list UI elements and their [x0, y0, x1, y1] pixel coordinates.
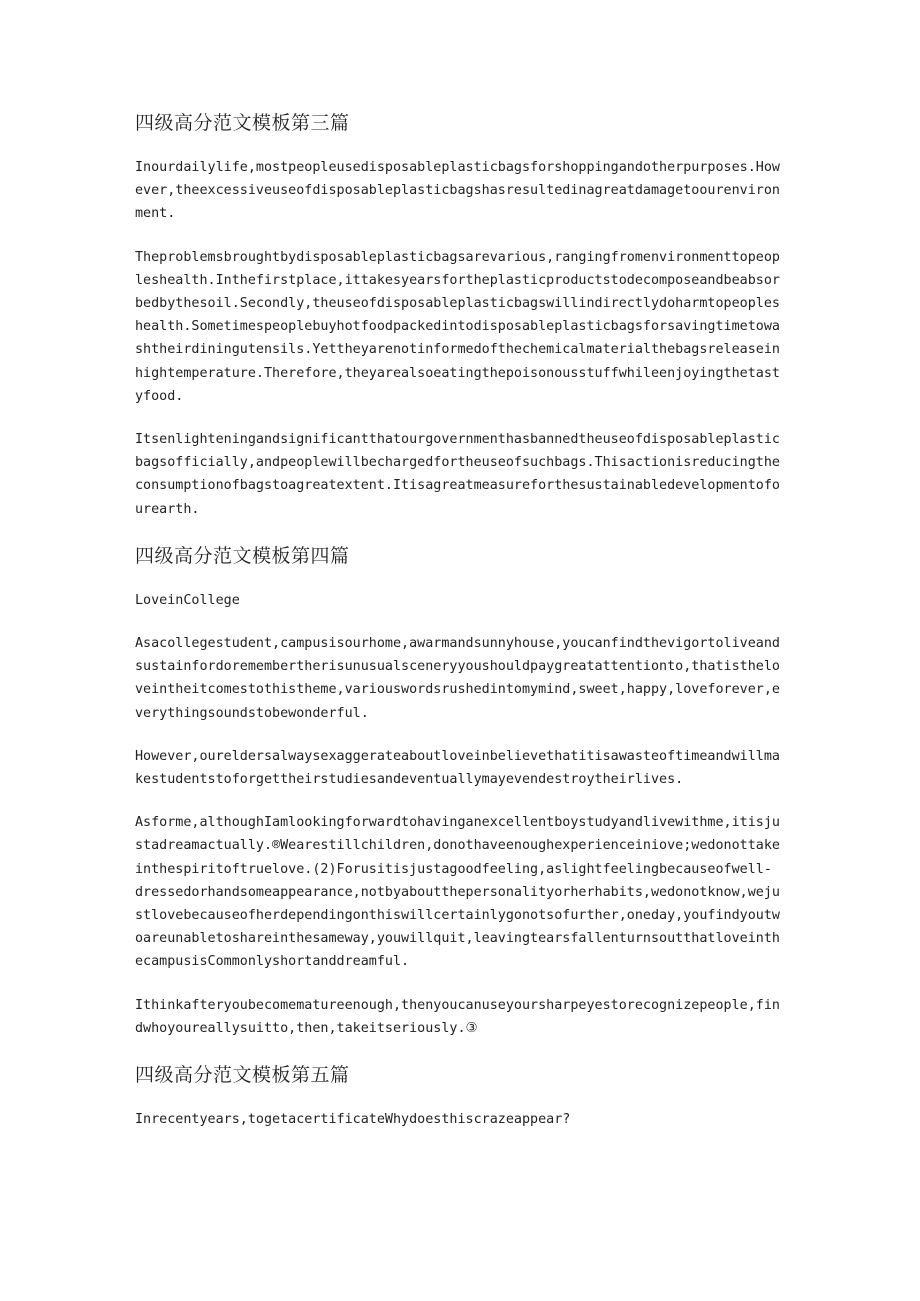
document-page [135, 108, 783, 1151]
section-heading: 四级高分范文模板第五篇 [135, 1064, 350, 1087]
section-heading: 四级高分范文模板第四篇 [135, 544, 350, 567]
paragraph: Itsenlighteningandsignificantthatourgovernmenthasbannedtheuseofdisposableplasticbagsofficially,andpeoplewillbechargedfortheuseofsuchbags.Thisactionisreducingtheconsumptionofbagstoagreatextent.Itisagreatmeasureforthesustainabledevelopmentofourearth. [135, 432, 780, 517]
paragraph: Asacollegestudent,campusisourhome,awarmandsunnyhouse,youcanfindthevigortoliveandsustainfordoremembertherisunusualsceneryyoushouldpaygreatattentionto,thatistheloveintheitcomestothistheme,variouswordsrushedintomymind,sweet,happy,loveforever,everythingsoundstobewonderful. [135, 636, 780, 721]
paragraph: Theproblemsbroughtbydisposableplasticbagsarevarious,rangingfromenvironmenttopeopleshealth.Inthefirstplace,ittakesyearsfortheplasticproductstodecomposeandbeabsorbedbythesoil.Secondly,theuseofdisposableplasticbagswillindirectlydoharmtopeopleshealth.Sometimespeoplebuyhotfoodpackedintodisposableplasticbagsforsavingtimetowashtheirdiningutensils.Yettheyarenotinformedofthechemicalmaterialthebagsreleaseinhightemperature.Therefore,theyarealsoeatingthepoisonousstuffwhileenjoyingthetastyfood. [135, 249, 780, 404]
paragraph: dressedorhandsomeappearance,notbyaboutthepersonalityorherhabits,wedonotknow,wejustlovebecauseofherdependingonthiswillcertainlygonotsofurther,oneday,youfindyoutwoareunabletoshareinthesameway,youwillquit,leavingtearsfallenturnsoutthatloveinthecampusisCommonlyshortanddreamful. [135, 884, 780, 970]
paragraph: Inourdailylife,mostpeopleusedisposableplasticbagsforshoppingandotherpurposes.However,theexcessiveuseofdisposableplasticbagshasresultedinagreatdamagetoourenvironment. [135, 160, 780, 222]
paragraph: Ithinkafteryoubecomematureenough,thenyoucanuseyoursharpeyestorecognizepeople,findwhoyoureallysuitto,then,takeitseriously.③ [135, 997, 780, 1036]
essay-title: LoveinCollege [135, 592, 240, 608]
section-heading: 四级高分范文模板第三篇 [135, 112, 350, 134]
paragraph: Inrecentyears,togetacertificateWhydoesthiscrazeappear? [135, 1112, 571, 1128]
paragraph: However,oureldersalwaysexaggerateaboutloveinbelievethatitisawasteoftimeandwillmakestudentstoforgettheirstudiesandeventuallymayevendestroytheirlives. [135, 748, 780, 788]
paragraph: Asforme,althoughIamlookingforwardtohavinganexcellentboystudyandlivewithme,itisjustadreamactually.®Wearestillchildren,donothaveenoughexperienceiniove;wedonottakeinthespiritoftruelove.(2)Forusitisjustagoodfeeling,aslightfeelingbecauseofwell- [135, 815, 780, 877]
